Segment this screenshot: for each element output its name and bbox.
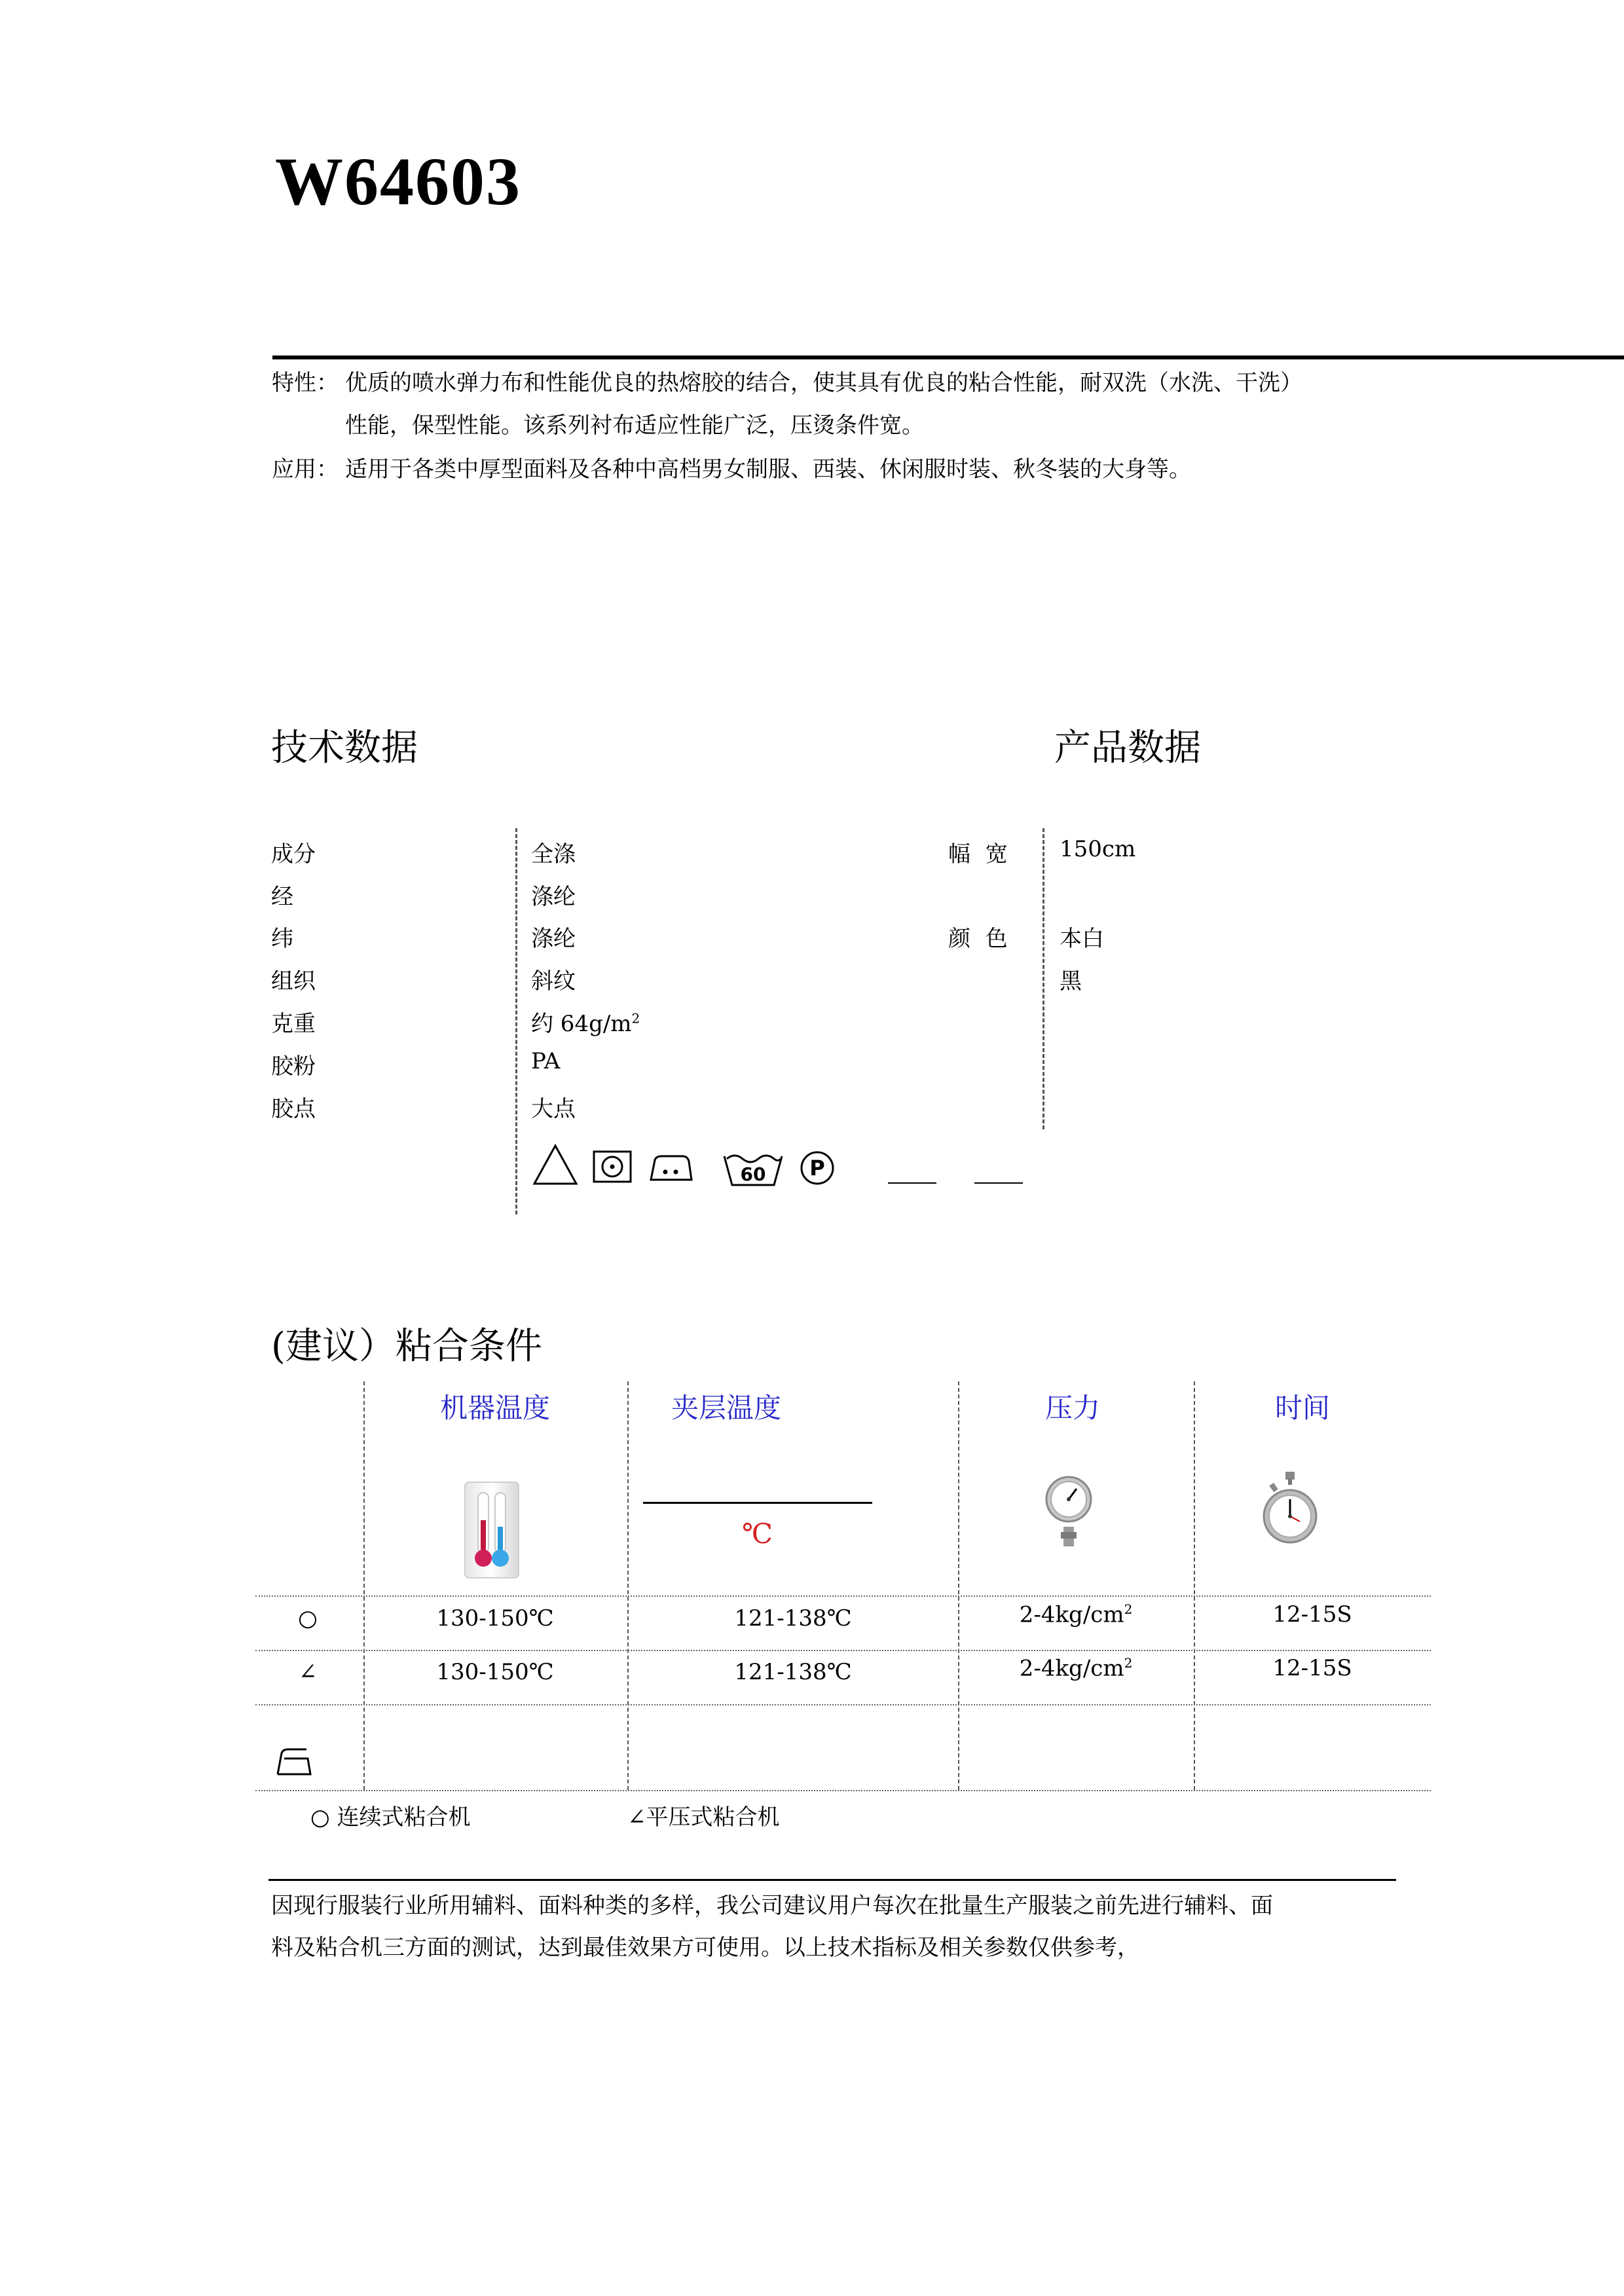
iron-medium-icon (647, 1152, 694, 1184)
wash-temp-label: 60 (740, 1163, 766, 1185)
tech-data-heading: 技术数据 (271, 727, 418, 769)
tech-label-weft: 纬 (271, 926, 293, 952)
product-color-label: 颜 色 (948, 926, 1012, 952)
tech-column-divider (515, 828, 517, 1214)
header-interlayer-temp: 夹层温度 (671, 1392, 782, 1424)
features-line2: 性能，保型性能。该系列衬布适应性能广泛，压烫条件宽。 (345, 412, 924, 439)
row1-pressure-text: 2-4kg/cm (1019, 1601, 1124, 1628)
header-pressure: 压力 (1044, 1392, 1100, 1424)
row1-time: 12-15S (1272, 1601, 1352, 1628)
row1-interlayer-temp: 121-138℃ (734, 1605, 852, 1631)
table-col-line-2 (627, 1381, 629, 1790)
product-data-heading: 产品数据 (1054, 727, 1201, 769)
tech-label-weave: 组织 (271, 968, 316, 994)
top-divider (272, 355, 1624, 359)
tech-value-weight (531, 1006, 640, 1038)
tumble-dry-icon (592, 1150, 633, 1184)
tech-label-composition: 成分 (271, 841, 316, 867)
product-column-divider (1043, 828, 1044, 1129)
table-col-line-1 (363, 1381, 365, 1790)
footer-line1: 因现行服装行业所用辅料、面料种类的多样，我公司建议用户每次在批量生产服装之前先进行辅料、面 (271, 1893, 1273, 1919)
dry-clean-p-icon (799, 1150, 836, 1186)
wash-60-icon (722, 1150, 784, 1189)
table-row-line-4 (255, 1790, 1431, 1791)
legend-flat: ∠平压式粘合机 (627, 1804, 780, 1831)
row1-pressure (959, 1601, 1193, 1628)
table-row-line-3 (255, 1704, 1431, 1705)
product-color-value2: 黑 (1060, 968, 1082, 994)
product-width-value: 150cm (1060, 836, 1136, 862)
tech-label-warp: 经 (271, 884, 293, 910)
table-row-line-1 (255, 1595, 1431, 1597)
table-row-line-2 (255, 1650, 1431, 1651)
row1-machine-temp: 130-150℃ (436, 1605, 554, 1631)
header-time: 时间 (1274, 1392, 1330, 1424)
interlayer-temp-unit: ℃ (742, 1518, 773, 1550)
pressure-gauge-icon (1045, 1469, 1092, 1549)
no-bleach-icon (532, 1143, 579, 1186)
tech-value-adhesive: PA (531, 1048, 561, 1074)
dry-clean-letter: P (809, 1156, 825, 1180)
row2-interlayer-temp: 121-138℃ (734, 1659, 852, 1685)
tech-value-composition: 全涤 (531, 841, 576, 867)
application-label: 应用： (272, 456, 339, 483)
row2-symbol: ∠ (298, 1659, 318, 1685)
table-col-line-4 (1194, 1381, 1195, 1790)
tech-value-dot: 大点 (531, 1096, 576, 1122)
row2-pressure (959, 1655, 1193, 1681)
product-width-label: 幅 宽 (948, 841, 1012, 867)
legend-continuous: ○ 连续式粘合机 (310, 1804, 471, 1831)
tech-value-weft: 涤纶 (531, 926, 576, 952)
tech-value-weight-text: 约 64g/m (531, 1011, 632, 1037)
tech-label-dot: 胶点 (271, 1096, 316, 1122)
features-label: 特性： (272, 370, 339, 396)
tech-label-weight: 克重 (271, 1011, 316, 1037)
product-code-title: W64603 (275, 144, 521, 219)
row2-time: 12-15S (1272, 1655, 1352, 1681)
bonding-heading: (建议）粘合条件 (271, 1325, 542, 1368)
tech-label-adhesive: 胶粉 (271, 1053, 316, 1080)
tech-value-weave: 斜纹 (531, 968, 576, 994)
row2-pressure-sup: 2 (1124, 1655, 1133, 1671)
table-col-line-3 (958, 1381, 959, 1790)
features-line1: 优质的喷水弹力布和性能优良的热熔胶的结合，使其具有优良的粘合性能，耐双洗（水洗、干洗） (345, 370, 1302, 396)
tech-value-weight-sup: 2 (631, 1010, 640, 1027)
application-text: 适用于各类中厚型面料及各种中高档男女制服、西装、休闲服时装、秋冬装的大身等。 (345, 456, 1191, 483)
row1-symbol: ○ (298, 1605, 318, 1631)
tech-value-warp: 涤纶 (531, 884, 576, 910)
row2-machine-temp: 130-150℃ (436, 1659, 554, 1685)
stopwatch-icon (1261, 1469, 1320, 1549)
header-machine-temp: 机器温度 (439, 1392, 550, 1424)
footer-divider (268, 1879, 1396, 1881)
product-color-value1: 本白 (1060, 926, 1104, 952)
care-blank-line-2 (974, 1182, 1023, 1184)
row1-pressure-sup: 2 (1124, 1601, 1133, 1617)
thermometer-icon (464, 1481, 520, 1579)
iron-icon (275, 1747, 313, 1777)
interlayer-temp-underline (643, 1502, 872, 1504)
footer-line2: 料及粘合机三方面的测试，达到最佳效果方可使用。以上技术指标及相关参数仅供参考， (271, 1935, 1139, 1961)
care-blank-line-1 (888, 1182, 936, 1184)
row2-pressure-text: 2-4kg/cm (1019, 1655, 1124, 1682)
